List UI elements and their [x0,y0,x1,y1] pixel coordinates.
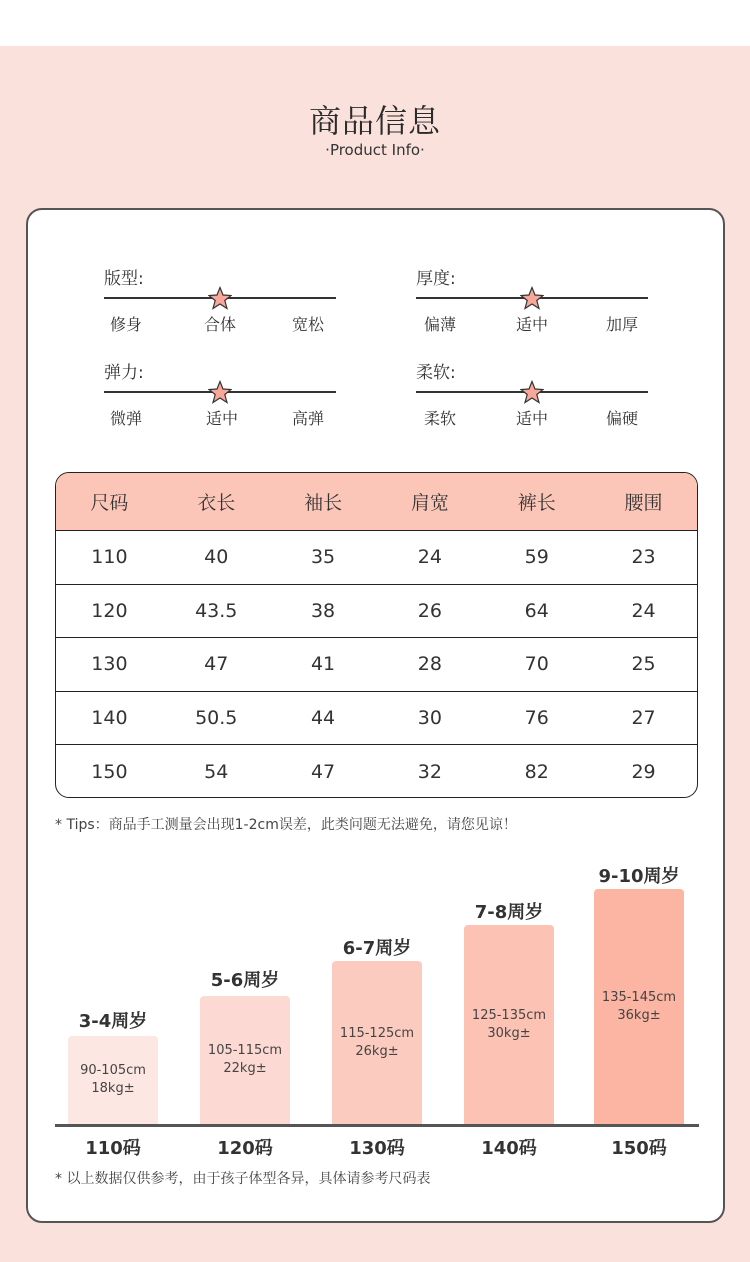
attribute-option: 合体 [203,315,236,334]
table-cell: 64 [524,599,549,622]
table-row [56,585,697,639]
height-range: 125-135cm [471,1007,547,1023]
table-header-cell: 腰围 [624,492,663,514]
table-row [56,638,697,692]
weight-value: 36kg± [617,1007,661,1023]
table-cell: 30 [417,706,442,729]
table-cell: 38 [310,599,336,622]
bar-block [68,1036,158,1124]
table-row [56,745,697,798]
attribute-label: 版型: [104,269,144,289]
table-cell: 47 [310,760,336,783]
table-cell: 59 [524,546,549,569]
product-info-card [26,208,725,1223]
star-marker-icon [208,286,232,310]
attribute-option: 适中 [515,315,548,334]
size-label: 150码 [611,1138,667,1159]
table-cell: 47 [204,653,229,676]
size-label: 120码 [217,1138,273,1159]
table-row [56,692,697,746]
weight-value: 30kg± [487,1025,531,1041]
height-range: 105-115cm [207,1043,283,1058]
bar-block [464,925,554,1124]
attribute-option: 偏薄 [423,315,456,334]
chart-baseline [55,1124,699,1127]
table-cell: 150 [91,760,128,783]
height-range: 90-105cm [80,1063,146,1078]
table-cell: 27 [631,706,656,729]
table-cell: 82 [524,760,549,783]
star-marker-icon [520,286,544,310]
age-label: 3-4周岁 [78,1011,148,1032]
table-cell: 110 [91,546,128,569]
attribute-option: 高弹 [291,409,324,428]
star-marker-icon [520,380,544,404]
star-marker-icon [208,380,232,404]
attribute-option: 柔软 [423,409,456,428]
bar-block [200,996,290,1124]
attribute-fit [104,264,344,344]
attribute-option: 加厚 [605,315,638,334]
table-cell: 24 [417,546,442,569]
table-header-cell: 肩宽 [410,492,449,514]
table-cell: 43.5 [195,599,238,622]
attribute-label: 弹力: [104,363,144,383]
table-cell: 130 [91,653,128,676]
table-header-cell: 衣长 [197,492,236,514]
size-table [55,472,698,798]
table-cell: 35 [310,546,336,569]
table-cell: 32 [417,760,442,783]
bar-block [594,889,684,1124]
table-cell: 26 [417,599,442,622]
size-label: 140码 [481,1138,537,1159]
age-label: 5-6周岁 [210,970,280,991]
table-cell: 70 [524,653,549,676]
table-cell: 76 [524,706,549,729]
table-cell: 23 [631,546,656,569]
page-title: 商品信息 [308,102,441,140]
age-label: 6-7周岁 [342,938,412,959]
table-header-row [56,473,697,531]
table-cell: 29 [631,760,656,783]
attribute-option: 适中 [205,409,238,428]
attribute-option: 偏硬 [605,409,638,428]
weight-value: 26kg± [355,1043,399,1059]
table-header-cell: 裤长 [517,492,556,514]
measurement-tips: * Tips：商品手工测量会出现1-2cm误差，此类问题无法避免，请您见谅！ [55,817,517,833]
weight-value: 18kg± [91,1081,135,1096]
attribute-softness [416,358,656,438]
age-label: 9-10周岁 [598,866,680,887]
reference-note: * 以上数据仅供参考，由于孩子体型各异，具体请参考尺码表 [55,1171,431,1187]
weight-value: 22kg± [223,1061,267,1076]
attribute-option: 修身 [109,315,142,334]
table-cell: 41 [310,653,336,676]
attribute-label: 柔软: [416,363,456,383]
table-cell: 25 [631,653,656,676]
table-row [56,531,697,585]
table-cell: 24 [631,599,656,622]
attribute-option: 适中 [515,409,548,428]
table-cell: 140 [91,706,128,729]
table-header-cell: 袖长 [304,492,343,514]
table-cell: 44 [310,706,336,729]
attribute-thickness [416,264,656,344]
size-label: 130码 [349,1138,405,1159]
size-label: 110码 [85,1138,141,1159]
table-cell: 54 [204,760,229,783]
page-subtitle: ·Product Info· [325,141,425,159]
attribute-option: 宽松 [291,315,324,334]
attribute-option: 微弹 [109,409,142,428]
attribute-elasticity [104,358,344,438]
table-header-cell: 尺码 [90,492,129,514]
height-range: 115-125cm [339,1025,415,1041]
bar-block [332,961,422,1124]
table-cell: 40 [204,546,229,569]
table-cell: 50.5 [195,706,238,729]
table-cell: 120 [91,599,128,622]
age-label: 7-8周岁 [474,902,544,923]
table-cell: 28 [417,653,442,676]
attribute-label: 厚度: [416,269,456,289]
height-range: 135-145cm [601,989,677,1005]
